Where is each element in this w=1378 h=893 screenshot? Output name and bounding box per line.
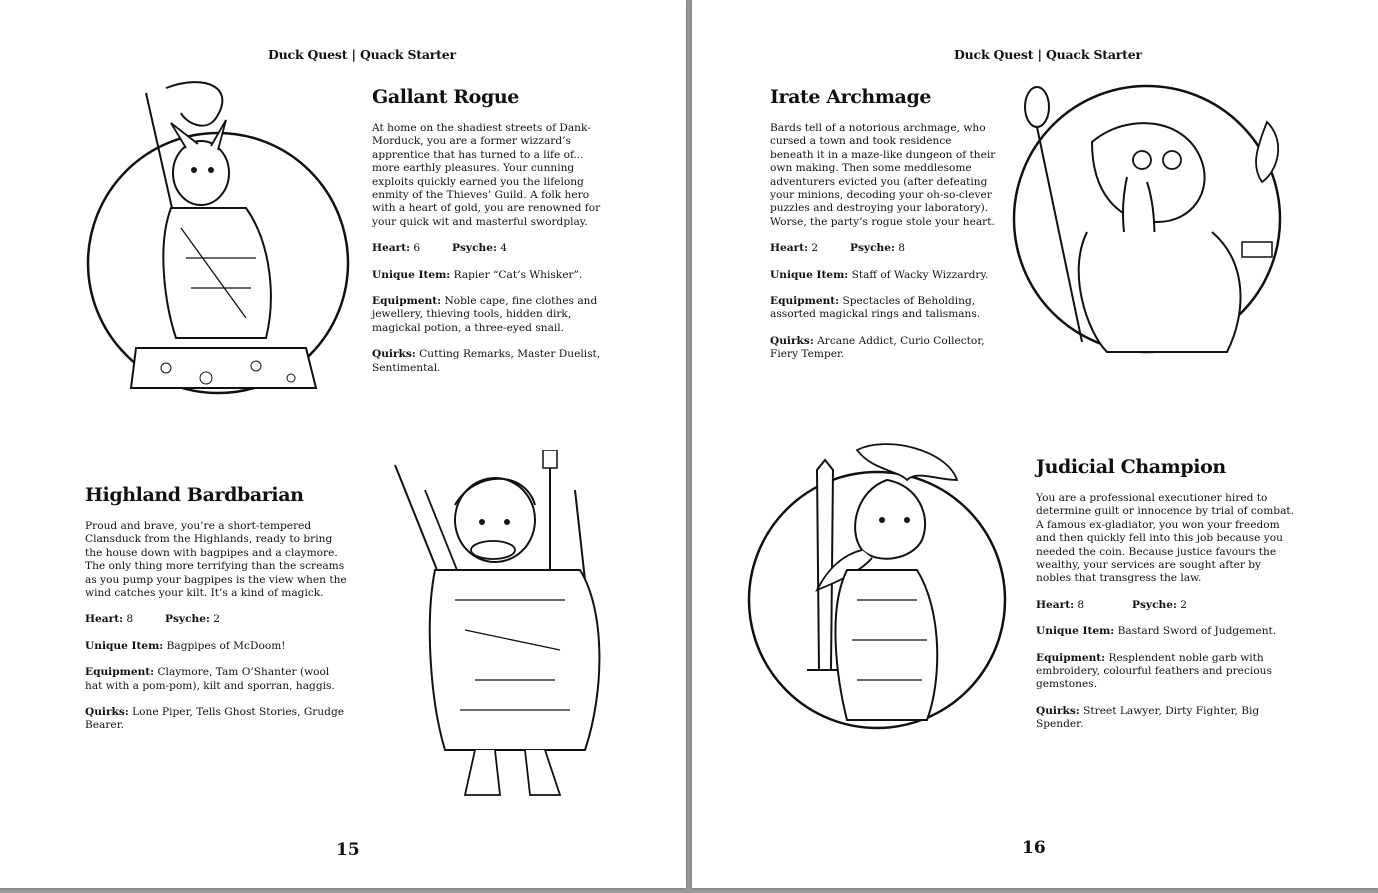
psyche-value: 2 [213,613,221,626]
heart-label: Heart: [770,242,808,255]
psyche-value: 8 [898,242,906,255]
equipment-label: Equipment: [372,295,442,308]
page-number: 15 [336,840,360,860]
psyche-label: Psyche: [850,242,895,255]
quirks-label: Quirks: [770,334,814,347]
quirks-label: Quirks: [372,348,416,361]
psyche-label: Psyche: [1132,598,1177,611]
equipment-value: Spectacles of Beholding, assorted magickal rings and talismans. [770,295,981,321]
archmage-bird-illustration [997,82,1307,357]
equipment-value: Noble cape, fine clothes and jewellery, thieving tools, hidden dirk, magickal potion, a three-eyed snail. [372,295,598,334]
heart-value: 6 [413,242,421,255]
character-name: Highland Bardbarian [85,484,304,506]
heart-label: Heart: [372,242,410,255]
equipment-value: Resplendent noble garb with embroidery, colourful feathers and precious gemstones. [1036,651,1272,691]
stats-row [770,242,996,255]
character-description: Bards tell of a notorious archmage, who cursed a town and took residence beneath it in a maze-like dungeon of their own making. Then some meddlesome adventurers evicted you (after defeating your minions, decoding your oh-so-clever puzzles and destroying your laboratory). Worse, the party’s rogue stole your heart. [770,122,996,228]
page-header: Duck Quest | Quack Starter [954,47,1142,62]
quirks-value: Arcane Addict, Curio Collector, Fiery Temper. [770,334,985,361]
psyche-label: Psyche: [452,242,497,255]
unique-item-value: Staff of Wacky Wizzardry. [851,268,989,281]
quirks-label: Quirks: [85,706,129,719]
psyche-value: 4 [500,242,508,255]
stats-row [85,613,350,626]
quirks-value: Cutting Remarks, Master Duelist, Sentimental. [372,348,601,374]
psyche-value: 2 [1180,598,1188,611]
unique-item-value: Bastard Sword of Judgement. [1117,625,1277,638]
character-entry-highland-bardbarian [85,484,350,746]
unique-item-label: Unique Item: [770,268,849,281]
unique-item-label: Unique Item: [372,268,451,281]
page-number: 16 [1022,838,1046,858]
psyche-label: Psyche: [165,613,210,626]
equipment-value: Claymore, Tam O’Shanter (wool hat with a pom-pom), kilt and sporran, haggis. [85,666,335,692]
left-page [0,0,686,888]
stats-row [1036,599,1298,612]
quirks-value: Lone Piper, Tells Ghost Stories, Grudge Bearer. [85,706,344,732]
heart-label: Heart: [1036,598,1074,611]
character-name: Gallant Rogue [372,86,519,108]
unique-item-value: Bagpipes of McDoom! [166,639,286,652]
equipment-label: Equipment: [1036,651,1106,664]
unique-item-label: Unique Item: [85,639,164,652]
heart-value: 8 [1077,598,1085,611]
character-name: Judicial Champion [1036,456,1226,478]
champion-duck-illustration [747,440,1012,740]
right-page [692,0,1378,888]
character-description: At home on the shadiest streets of Dank-Morduck, you are a former wizzard’s apprentice that has turned to a life of... more earthly pleasures. Your cunning exploits quickly earned you the lifelong enmity of the Thieves’ Guild. A folk hero with a heart of gold, you are renowned for your quick wit and masterful swordplay. [372,122,601,228]
unique-item-label: Unique Item: [1036,625,1115,638]
character-entry-judicial-champion [1036,456,1298,745]
rogue-rat-illustration [86,78,356,408]
quirks-value: Street Lawyer, Dirty Fighter, Big Spender. [1036,704,1260,731]
stats-row [372,242,612,255]
character-entry-gallant-rogue [372,86,612,388]
character-description: Proud and brave, you’re a short-tempered Clansduck from the Highlands, ready to bring the house down with bagpipes and a claymore. The only thing more terrifying than the screams as you pump your bagpipes is the view when the wind catches your kilt. It’s a kind of magick. [85,520,347,600]
character-description: You are a professional executioner hired to determine guilt or innocence by trial of combat. A famous ex-gladiator, you won your freedom and then quickly fell into this job because you needed the coin. Because justice favours the wealthy, your services are sought after by nobles that transgress the law. [1036,492,1295,585]
unique-item-value: Rapier “Cat’s Whisker”. [453,268,583,281]
heart-label: Heart: [85,613,123,626]
equipment-label: Equipment: [85,666,155,679]
page-header: Duck Quest | Quack Starter [268,47,456,62]
heart-value: 2 [811,242,819,255]
heart-value: 8 [126,613,134,626]
character-entry-irate-archmage [770,86,996,375]
character-name: Irate Archmage [770,86,932,108]
quirks-label: Quirks: [1036,704,1080,717]
equipment-label: Equipment: [770,295,840,308]
bagpiper-duck-illustration [385,450,645,810]
